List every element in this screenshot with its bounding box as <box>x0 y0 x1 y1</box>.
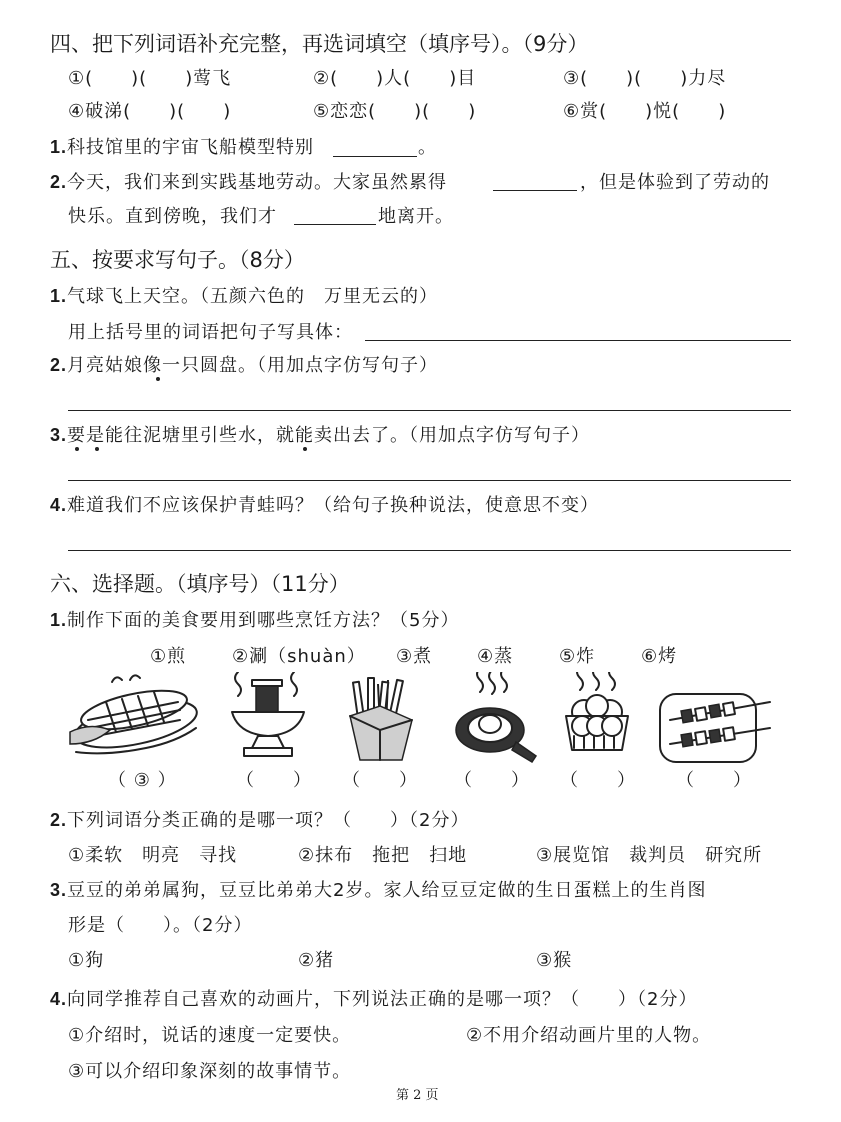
s5-q4-answer-line[interactable] <box>68 550 791 551</box>
s6-q3-line1 <box>50 876 706 902</box>
s5-q1-answer-line[interactable] <box>365 340 791 341</box>
question-number: 3. <box>50 425 68 445</box>
s4-q2-text1: 今天，我们来到实践基地劳动。大家虽然累得 <box>67 172 448 193</box>
word-item-5: ⑤恋恋( )( ) <box>313 101 477 122</box>
s4-q2-text2: ，但是体验到了劳动的 <box>580 172 770 193</box>
s4-q2-blank-2[interactable] <box>294 224 376 225</box>
steamed-buns-icon <box>562 672 632 764</box>
s6-q1-text: 制作下面的美食要用到哪些烹饪方法？（5分） <box>67 610 460 631</box>
question-number: 4. <box>50 495 68 515</box>
s4-q2-text4: 地离开。 <box>378 206 454 227</box>
question-number: 2. <box>50 355 68 375</box>
question-number: 1. <box>50 610 68 630</box>
hotpot-icon <box>228 672 308 764</box>
s6-q2-text: 下列词语分类正确的是哪一项？（ ）（2分） <box>67 810 470 831</box>
s5-q2-text: 月亮姑娘像一只圆盘。（用加点字仿写句子） <box>67 355 439 376</box>
s5-q1 <box>50 282 438 308</box>
s6-q4-text: 向同学推荐自己喜欢的动画片，下列说法正确的是哪一项？（ ）（2分） <box>67 989 698 1010</box>
s6-q3-option-3[interactable]: ③猴 <box>536 950 573 971</box>
emphasis-dot <box>156 377 160 381</box>
cooking-answer-4[interactable]: （ ） <box>454 770 530 791</box>
s4-q2-text3: 快乐。直到傍晚，我们才 <box>68 206 277 227</box>
fries-icon <box>346 676 416 764</box>
s6-q3-option-1[interactable]: ①狗 <box>68 950 105 971</box>
s5-q4 <box>50 491 599 517</box>
question-number: 1. <box>50 286 68 306</box>
cooking-option-4: ④蒸 <box>477 646 514 667</box>
s6-q3-option-2[interactable]: ②猪 <box>298 950 335 971</box>
s6-q4-option-3[interactable]: ③可以介绍印象深刻的故事情节。 <box>68 1061 352 1082</box>
word-item-3: ③( )( )力尽 <box>563 68 727 89</box>
emphasis-dot <box>75 447 79 451</box>
s4-q2-blank-1[interactable] <box>493 190 577 191</box>
question-number: 1. <box>50 137 68 157</box>
cooking-answer-2[interactable]: （ ） <box>236 770 312 791</box>
s6-q2-option-2[interactable]: ②抹布 拖把 扫地 <box>298 845 468 866</box>
cooking-answer-3[interactable]: （ ） <box>342 770 418 791</box>
section-6-title: 六、选择题。（填序号）（11分） <box>50 572 350 596</box>
s5-q1-text: 气球飞上天空。（五颜六色的 万里无云的） <box>67 286 439 307</box>
s5-q3-answer-line[interactable] <box>68 480 791 481</box>
s4-q2-line1 <box>50 168 447 194</box>
s4-q1-text-after: 。 <box>418 137 437 158</box>
s6-q2-option-3[interactable]: ③展览馆 裁判员 研究所 <box>536 845 763 866</box>
cooking-option-3: ③煮 <box>396 646 433 667</box>
skewers-icon <box>656 690 772 766</box>
s6-q1 <box>50 606 459 632</box>
question-number: 2. <box>50 810 68 830</box>
s6-q2 <box>50 806 469 832</box>
section-4-title: 四、把下列词语补充完整，再选词填空（填序号）。（9分） <box>50 32 589 56</box>
word-item-6: ⑥赏( )悦( ) <box>563 101 727 122</box>
s5-q4-text: 难道我们不应该保护青蛙吗？（给句子换种说法，使意思不变） <box>67 495 600 516</box>
s6-q3-text2: 形是（ ）。（2分） <box>68 915 253 936</box>
s6-q4-option-1[interactable]: ①介绍时，说话的速度一定要快。 <box>68 1025 352 1046</box>
s6-q2-option-1[interactable]: ①柔软 明亮 寻找 <box>68 845 238 866</box>
page-number: 第 2 页 <box>396 1088 439 1103</box>
question-number: 2. <box>50 172 68 192</box>
section-5-title: 五、按要求写句子。（8分） <box>50 248 305 272</box>
s4-q1-blank[interactable] <box>333 156 417 157</box>
s6-q4-option-2[interactable]: ②不用介绍动画片里的人物。 <box>466 1025 712 1046</box>
s4-q1-text-before: 科技馆里的宇宙飞船模型特别 <box>67 137 315 158</box>
word-item-1: ①( )( )莺飞 <box>68 68 232 89</box>
s5-q1-sub: 用上括号里的词语把句子写具体： <box>68 322 353 343</box>
question-number: 4. <box>50 989 68 1009</box>
s6-q4 <box>50 985 697 1011</box>
emphasis-dot <box>303 447 307 451</box>
word-item-4: ④破涕( )( ) <box>68 101 232 122</box>
question-number: 3. <box>50 880 68 900</box>
corn-icon <box>66 672 202 764</box>
s5-q3-text: 要是能往泥塘里引些水，就能卖出去了。（用加点字仿写句子） <box>67 425 591 446</box>
s5-q2 <box>50 351 438 377</box>
cooking-answer-6[interactable]: （ ） <box>676 770 752 791</box>
emphasis-dot <box>95 447 99 451</box>
s5-q3 <box>50 421 590 447</box>
cooking-answer-5[interactable]: （ ） <box>560 770 636 791</box>
cooking-option-1: ①煎 <box>150 646 187 667</box>
cooking-option-2: ②涮（shuàn） <box>232 646 366 667</box>
fried-egg-pan-icon <box>454 672 540 764</box>
cooking-option-6: ⑥烤 <box>641 646 678 667</box>
word-item-2: ②( )人( )目 <box>313 68 477 89</box>
s5-q2-answer-line[interactable] <box>68 410 791 411</box>
cooking-option-5: ⑤炸 <box>559 646 596 667</box>
s4-q1 <box>50 133 314 159</box>
cooking-answer-1[interactable]: （ ③ ） <box>108 770 177 791</box>
s6-q3-text1: 豆豆的弟弟属狗，豆豆比弟弟大2岁。家人给豆豆定做的生日蛋糕上的生肖图 <box>67 880 707 901</box>
